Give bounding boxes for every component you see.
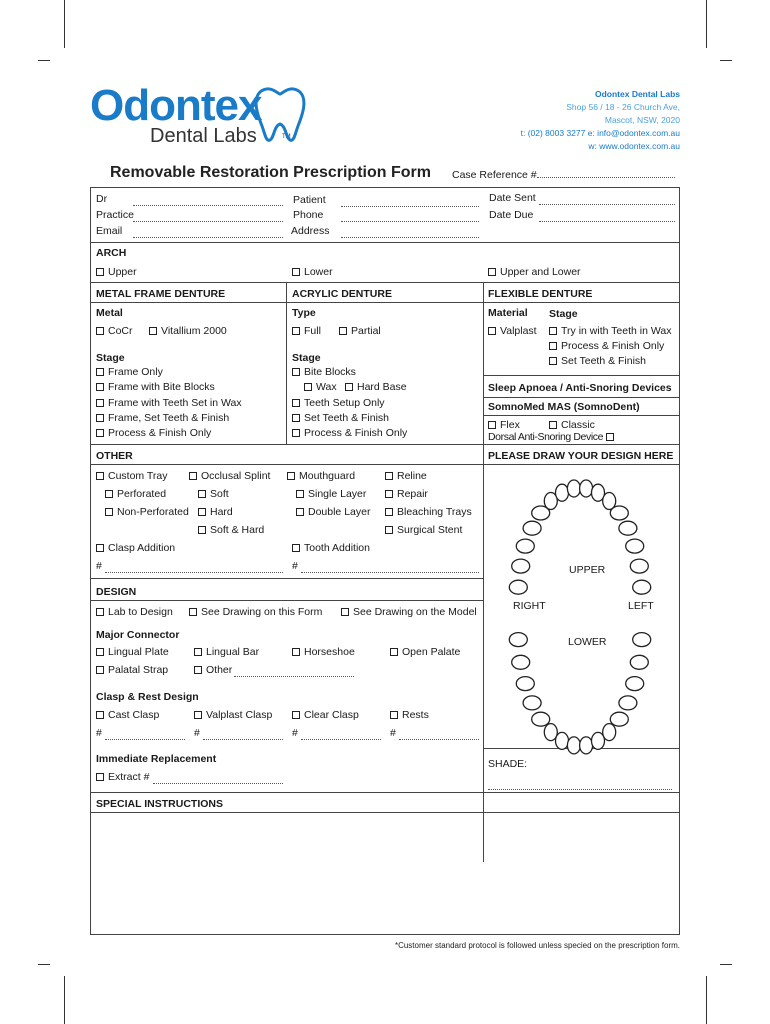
checkbox-icon[interactable] — [292, 648, 300, 656]
metal-stage-5[interactable]: Process & Finish Only — [96, 427, 211, 439]
double-layer-option[interactable]: Double Layer — [296, 506, 370, 518]
checkbox-icon[interactable] — [198, 526, 206, 534]
checkbox-icon[interactable] — [96, 327, 104, 335]
palatal-strap-option[interactable]: Palatal Strap — [96, 664, 168, 676]
lower-tooth-2[interactable] — [512, 655, 530, 669]
lower-arch-label: LOWER — [568, 636, 607, 648]
divider — [91, 282, 679, 283]
right-label: RIGHT — [513, 600, 546, 612]
address-label: Address — [291, 225, 330, 237]
lower-tooth-9[interactable] — [580, 737, 593, 754]
logo-trademark: TM — [282, 134, 291, 140]
flexible-stage-label: Stage — [549, 308, 578, 320]
acrylic-bite-blocks[interactable]: Bite Blocks — [292, 366, 356, 378]
clasp-addition-field[interactable] — [105, 563, 283, 573]
checkbox-icon[interactable] — [194, 666, 202, 674]
rests-field[interactable] — [399, 730, 479, 740]
checkbox-icon[interactable] — [149, 327, 157, 335]
practice-field[interactable] — [133, 212, 283, 222]
other-connector-field[interactable] — [234, 667, 354, 677]
clasp-addition-option[interactable]: Clasp Addition — [96, 542, 175, 554]
upper-tooth-2[interactable] — [512, 559, 530, 573]
lab-name: Odontex Dental Labs — [594, 89, 680, 99]
acrylic-stage-3[interactable]: Set Teeth & Finish — [292, 412, 389, 424]
clear-clasp-hash: # — [292, 727, 298, 739]
horseshoe-option[interactable]: Horseshoe — [292, 646, 355, 658]
special-instructions-header: SPECIAL INSTRUCTIONS — [96, 798, 223, 810]
lower-tooth-16[interactable] — [633, 633, 651, 647]
tooth-addition-option[interactable]: Tooth Addition — [292, 542, 370, 554]
acrylic-stage-4[interactable]: Process & Finish Only — [292, 427, 407, 439]
checkbox-icon[interactable] — [385, 508, 393, 516]
clasp-addition-hash: # — [96, 560, 102, 572]
acrylic-type-label: Type — [292, 307, 316, 319]
dr-field[interactable] — [133, 196, 283, 206]
repair-option[interactable]: Repair — [385, 488, 428, 500]
checkbox-icon[interactable] — [549, 327, 557, 335]
bleaching-trays-option[interactable]: Bleaching Trays — [385, 506, 472, 518]
valplast-clasp-option[interactable]: Valplast Clasp — [194, 709, 272, 721]
lab-address-line-1: Shop 56 / 18 - 26 Church Ave, — [566, 102, 680, 112]
checkbox-icon[interactable] — [96, 383, 104, 391]
checkbox-icon[interactable] — [105, 490, 113, 498]
case-reference — [452, 168, 675, 181]
occlusal-splint-option[interactable]: Occlusal Splint — [189, 470, 270, 482]
shade-label: SHADE: — [488, 758, 528, 770]
lower-tooth-15[interactable] — [630, 655, 648, 669]
checkbox-icon[interactable] — [549, 357, 557, 365]
lab-website: w: www.odontex.com.au — [588, 141, 680, 151]
vitallium-option[interactable]: Vitallium 2000 — [149, 325, 227, 337]
phone-label: Phone — [293, 209, 324, 221]
lower-tooth-12[interactable] — [610, 712, 628, 726]
flex-stage-1[interactable]: Try in with Teeth in Wax — [549, 325, 671, 337]
divider — [483, 464, 679, 465]
divider — [91, 578, 483, 579]
date-sent-label: Date Sent — [489, 192, 536, 204]
lower-teeth[interactable] — [509, 633, 650, 754]
open-palate-option[interactable]: Open Palate — [390, 646, 460, 658]
metal-label: Metal — [96, 307, 123, 319]
crop-mark — [38, 60, 50, 61]
checkbox-icon[interactable] — [390, 648, 398, 656]
tooth-addition-hash: # — [292, 560, 298, 572]
divider — [91, 444, 679, 445]
checkbox-icon[interactable] — [105, 508, 113, 516]
checkbox-icon[interactable] — [296, 508, 304, 516]
checkbox-icon[interactable] — [96, 368, 104, 376]
divider — [91, 302, 483, 303]
checkbox-icon[interactable] — [194, 711, 202, 719]
crop-mark — [706, 0, 707, 48]
phone-field[interactable] — [341, 212, 479, 222]
checkbox-icon[interactable] — [96, 608, 104, 616]
sleep-apnoea-header: Sleep Apnoea / Anti-Snoring Devices — [488, 382, 672, 394]
tooth-logo-icon — [252, 86, 308, 144]
clear-clasp-option[interactable]: Clear Clasp — [292, 709, 359, 721]
single-layer-option[interactable]: Single Layer — [296, 488, 366, 500]
flexible-header: FLEXIBLE DENTURE — [488, 288, 593, 300]
upper-tooth-3[interactable] — [516, 539, 534, 553]
checkbox-icon[interactable] — [292, 711, 300, 719]
extract-field[interactable] — [153, 774, 283, 784]
checkbox-icon[interactable] — [96, 648, 104, 656]
divider — [286, 282, 287, 444]
dr-label: Dr — [96, 193, 108, 205]
checkbox-icon[interactable] — [287, 472, 295, 480]
logo-subtitle: Dental Labs — [150, 125, 257, 147]
checkbox-icon[interactable] — [606, 433, 614, 441]
design-header: DESIGN — [96, 586, 137, 598]
flex-stage-3[interactable]: Set Teeth & Finish — [549, 355, 646, 367]
reline-option[interactable]: Reline — [385, 470, 427, 482]
tooth-addition-field[interactable] — [301, 563, 479, 573]
acrylic-header: ACRYLIC DENTURE — [292, 288, 392, 300]
acrylic-partial-option[interactable]: Partial — [339, 325, 381, 337]
divider — [91, 242, 679, 243]
checkbox-icon[interactable] — [96, 472, 104, 480]
checkbox-icon[interactable] — [292, 544, 300, 552]
lab-to-design-option[interactable]: Lab to Design — [96, 606, 173, 618]
upper-tooth-16[interactable] — [633, 580, 651, 594]
valplast-option[interactable]: Valplast — [488, 325, 537, 337]
checkbox-icon[interactable] — [488, 268, 496, 276]
teeth-chart[interactable] — [505, 470, 655, 760]
lower-tooth-4[interactable] — [523, 696, 541, 710]
non-perforated-option[interactable]: Non-Perforated — [105, 506, 189, 518]
logo-wordmark: Odontex — [90, 81, 262, 130]
metal-stage-1[interactable]: Frame Only — [96, 366, 163, 378]
arch-header: ARCH — [96, 247, 127, 259]
checkbox-icon[interactable] — [390, 711, 398, 719]
upper-arch-label: UPPER — [569, 564, 606, 576]
soft-hard-option[interactable]: Soft & Hard — [198, 524, 264, 536]
checkbox-icon[interactable] — [292, 327, 300, 335]
arch-lower-option[interactable]: Lower — [292, 266, 333, 278]
dorsal-option[interactable]: Dorsal Anti-Snoring Device — [488, 431, 618, 443]
metal-frame-header: METAL FRAME DENTURE — [96, 288, 226, 300]
hard-option[interactable]: Hard — [198, 506, 233, 518]
cast-clasp-field[interactable] — [105, 730, 185, 740]
checkbox-icon[interactable] — [96, 773, 104, 781]
classic-option[interactable]: Classic — [549, 419, 595, 431]
major-connector-label: Major Connector — [96, 629, 180, 641]
upper-tooth-12[interactable] — [610, 506, 628, 520]
divider — [91, 792, 679, 793]
draw-header: PLEASE DRAW YOUR DESIGN HERE — [488, 450, 674, 462]
somnomed-header: SomnoMed MAS (SomnoDent) — [488, 401, 640, 413]
checkbox-icon[interactable] — [292, 399, 300, 407]
metal-stage-3[interactable]: Frame with Teeth Set in Wax — [96, 397, 242, 409]
checkbox-icon[interactable] — [341, 608, 349, 616]
see-drawing-model-option[interactable]: See Drawing on the Model — [341, 606, 477, 618]
surgical-stent-option[interactable]: Surgical Stent — [385, 524, 462, 536]
lower-tooth-13[interactable] — [619, 696, 637, 710]
checkbox-icon[interactable] — [189, 472, 197, 480]
other-connector-option[interactable]: Other — [194, 664, 232, 676]
date-due-field[interactable] — [539, 212, 675, 222]
upper-tooth-4[interactable] — [523, 521, 541, 535]
acrylic-stage-label: Stage — [292, 352, 321, 364]
checkbox-icon[interactable] — [296, 490, 304, 498]
checkbox-icon[interactable] — [339, 327, 347, 335]
checkbox-icon[interactable] — [549, 421, 557, 429]
upper-tooth-7[interactable] — [556, 484, 569, 501]
upper-tooth-15[interactable] — [630, 559, 648, 573]
metal-stage-2[interactable]: Frame with Bite Blocks — [96, 381, 215, 393]
email-field[interactable] — [133, 228, 283, 238]
checkbox-icon[interactable] — [292, 268, 300, 276]
lower-tooth-3[interactable] — [516, 677, 534, 691]
checkbox-icon[interactable] — [189, 608, 197, 616]
lab-contact-info — [521, 88, 680, 153]
checkbox-icon[interactable] — [292, 429, 300, 437]
checkbox-icon[interactable] — [96, 711, 104, 719]
cocr-option[interactable]: CoCr — [96, 325, 133, 337]
lingual-bar-option[interactable]: Lingual Bar — [194, 646, 259, 658]
checkbox-icon[interactable] — [385, 472, 393, 480]
address-field[interactable] — [341, 228, 479, 238]
acrylic-hard-base-option[interactable]: Hard Base — [345, 381, 407, 393]
upper-tooth-1[interactable] — [509, 580, 527, 594]
checkbox-icon[interactable] — [198, 508, 206, 516]
upper-tooth-8[interactable] — [567, 480, 580, 497]
checkbox-icon[interactable] — [96, 414, 104, 422]
lower-tooth-1[interactable] — [509, 633, 527, 647]
flex-option[interactable]: Flex — [488, 419, 520, 431]
checkbox-icon[interactable] — [96, 429, 104, 437]
rests-hash: # — [390, 727, 396, 739]
metal-stage-label: Stage — [96, 352, 125, 364]
checkbox-icon[interactable] — [96, 268, 104, 276]
crop-mark — [38, 964, 50, 965]
checkbox-icon[interactable] — [194, 648, 202, 656]
crop-mark — [64, 976, 65, 1024]
lab-address-line-2: Mascot, NSW, 2020 — [604, 115, 680, 125]
divider — [483, 375, 679, 376]
valplast-clasp-hash: # — [194, 727, 200, 739]
special-instructions-field[interactable] — [91, 813, 679, 934]
checkbox-icon[interactable] — [96, 544, 104, 552]
date-sent-field[interactable] — [539, 195, 675, 205]
cast-clasp-hash: # — [96, 727, 102, 739]
extract-option[interactable]: Extract # — [96, 771, 149, 783]
patient-field[interactable] — [341, 197, 479, 207]
divider — [483, 415, 679, 416]
checkbox-icon[interactable] — [488, 421, 496, 429]
form-title: Removable Restoration Prescription Form — [110, 164, 431, 181]
arch-upper-lower-option[interactable]: Upper and Lower — [488, 266, 581, 278]
upper-tooth-14[interactable] — [626, 539, 644, 553]
acrylic-full-option[interactable]: Full — [292, 325, 321, 337]
checkbox-icon[interactable] — [385, 490, 393, 498]
divider — [483, 397, 679, 398]
left-label: LEFT — [628, 600, 654, 612]
checkbox-icon[interactable] — [345, 383, 353, 391]
divider — [483, 302, 679, 303]
upper-tooth-13[interactable] — [619, 521, 637, 535]
lower-tooth-14[interactable] — [626, 677, 644, 691]
lower-tooth-7[interactable] — [556, 732, 569, 749]
upper-tooth-9[interactable] — [580, 480, 593, 497]
checkbox-icon[interactable] — [488, 327, 496, 335]
mouthguard-option[interactable]: Mouthguard — [287, 470, 355, 482]
checkbox-icon[interactable] — [198, 490, 206, 498]
divider — [483, 282, 484, 862]
lower-tooth-8[interactable] — [567, 737, 580, 754]
custom-tray-option[interactable]: Custom Tray — [96, 470, 168, 482]
checkbox-icon[interactable] — [549, 342, 557, 350]
checkbox-icon[interactable] — [304, 383, 312, 391]
crop-mark — [720, 964, 732, 965]
divider — [91, 600, 483, 601]
email-label: Email — [96, 225, 123, 237]
checkbox-icon[interactable] — [292, 414, 300, 422]
crop-mark — [720, 60, 732, 61]
checkbox-icon[interactable] — [96, 666, 104, 674]
flexible-material-label: Material — [488, 307, 528, 319]
clasp-rest-label: Clasp & Rest Design — [96, 691, 199, 703]
case-reference-label: Case Reference # — [452, 169, 537, 181]
lower-tooth-11[interactable] — [603, 724, 616, 741]
checkbox-icon[interactable] — [385, 526, 393, 534]
valplast-clasp-field[interactable] — [203, 730, 283, 740]
divider — [91, 464, 483, 465]
cast-clasp-option[interactable]: Cast Clasp — [96, 709, 159, 721]
metal-stage-4[interactable]: Frame, Set Teeth & Finish — [96, 412, 229, 424]
clear-clasp-field[interactable] — [301, 730, 381, 740]
patient-label: Patient — [293, 194, 326, 206]
arch-upper-option[interactable]: Upper — [96, 266, 137, 278]
checkbox-icon[interactable] — [292, 368, 300, 376]
lab-phone-email: t: (02) 8003 3277 e: info@odontex.com.au — [520, 128, 680, 138]
practice-label: Practice — [96, 209, 134, 221]
immediate-replacement-label: Immediate Replacement — [96, 753, 217, 765]
flex-stage-2[interactable]: Process & Finish Only — [549, 340, 664, 352]
acrylic-stage-2[interactable]: Teeth Setup Only — [292, 397, 385, 409]
upper-teeth[interactable] — [509, 480, 650, 594]
checkbox-icon[interactable] — [96, 399, 104, 407]
crop-mark — [706, 976, 707, 1024]
other-header: OTHER — [96, 450, 133, 462]
perforated-option[interactable]: Perforated — [105, 488, 166, 500]
date-due-label: Date Due — [489, 209, 534, 221]
lingual-plate-option[interactable]: Lingual Plate — [96, 646, 169, 658]
lower-tooth-5[interactable] — [532, 712, 550, 726]
see-drawing-form-option[interactable]: See Drawing on this Form — [189, 606, 322, 618]
shade-field[interactable] — [488, 780, 672, 790]
case-reference-field[interactable] — [537, 168, 675, 178]
footer-note: *Customer standard protocol is followed unless specied on the prescription form. — [394, 941, 680, 950]
crop-mark — [64, 0, 65, 48]
acrylic-wax-option[interactable]: Wax — [304, 381, 337, 393]
soft-option[interactable]: Soft — [198, 488, 229, 500]
rests-option[interactable]: Rests — [390, 709, 429, 721]
